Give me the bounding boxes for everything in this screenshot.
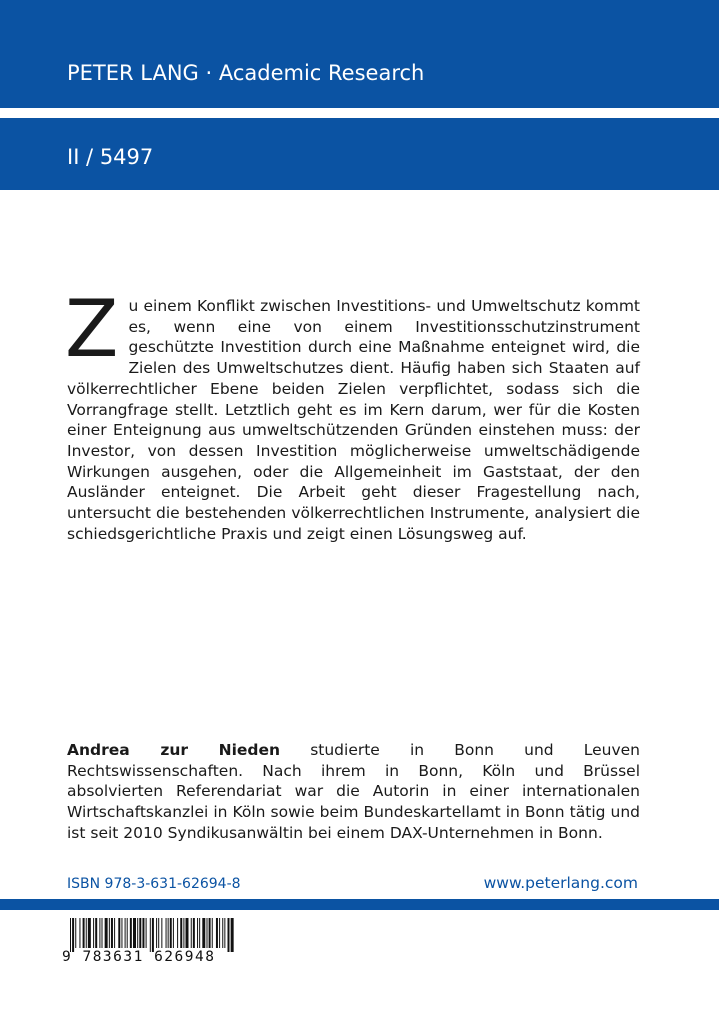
barcode-bar bbox=[125, 918, 126, 948]
barcode-bar bbox=[228, 918, 230, 952]
barcode-bar bbox=[212, 918, 213, 948]
barcode-bar bbox=[202, 918, 205, 948]
barcode-bar bbox=[133, 918, 136, 948]
barcode-bar bbox=[161, 918, 162, 948]
barcode-bar bbox=[83, 918, 85, 948]
barcode-bar bbox=[127, 918, 128, 948]
barcode-bar bbox=[191, 918, 192, 948]
blurb-text: u einem Konflikt zwischen Investitions- und Umweltschutz kommt es, wenn eine von einem Investitionsschutzinstrument geschützte Investition durch eine Maßnahme enteignet wird, die Zielen des Umweltschutzes dient. Häufig haben sich Staaten auf völkerrechtlicher Ebene beiden Zielen verpflichtet, sodass sich die Vorrangfrage stellt. Letztlich geht es im Kern darum, wer für die Kosten einer Enteignung aus umweltschützenden Gründen einstehen muss: der Investor, von dessen Investition möglicherweise umweltschädigende Wirkungen ausgehen, oder die Allgemeinheit im Gaststaat, der den Ausländer enteignet. Die Arbeit geht dieser Fragestellung nach, untersucht die bestehenden völkerrechtlichen Instrumente, analysiert die schiedsgerichtliche Praxis und zeigt einen Lösungsweg auf. bbox=[67, 297, 640, 543]
barcode-bar bbox=[88, 918, 91, 948]
barcode-digits: 9 783631 626948 bbox=[62, 949, 216, 965]
barcode-bar bbox=[197, 918, 198, 948]
footer-rule bbox=[0, 899, 719, 910]
barcode-bar bbox=[207, 918, 208, 948]
barcode-bar bbox=[166, 918, 167, 948]
barcode-bar bbox=[109, 918, 110, 948]
barcode-bar bbox=[170, 918, 172, 948]
barcode-bar bbox=[231, 918, 234, 952]
barcode-bar bbox=[219, 918, 220, 948]
header-band-top bbox=[0, 0, 719, 108]
isbn-barcode bbox=[60, 914, 238, 972]
header-divider bbox=[0, 108, 719, 118]
barcode-bar bbox=[183, 918, 184, 948]
barcode-bar bbox=[72, 918, 74, 952]
barcode-bar bbox=[70, 918, 71, 952]
barcode-bar bbox=[146, 918, 147, 948]
author-bio-text: studierte in Bonn und Leuven Rechtswissenschaften. Nach ihrem in Bonn, Köln und Brüssel absolvierten Referendariat war die Autorin in einer internationalen Wirtschaftskanzlei in Köln sowie beim Bundeskartellamt in Bonn tätig und ist seit 2010 Syndikusanwältin bei einem DAX-Unternehmen in Bonn. bbox=[67, 741, 640, 842]
author-name: Andrea zur Nieden bbox=[67, 741, 281, 759]
barcode-bar bbox=[152, 918, 154, 952]
barcode-bar bbox=[142, 918, 144, 948]
barcode-bar bbox=[105, 918, 108, 948]
barcode-bar bbox=[209, 918, 211, 948]
barcode-bar bbox=[156, 918, 157, 948]
barcode-bar bbox=[137, 918, 138, 948]
barcode-bar bbox=[199, 918, 200, 948]
barcode-bar bbox=[222, 918, 223, 948]
isbn-label: ISBN 978-3-631-62694-8 bbox=[67, 876, 241, 892]
barcode-bar bbox=[75, 918, 76, 948]
barcode-bars bbox=[70, 918, 234, 952]
barcode-bar bbox=[130, 918, 132, 948]
barcode-bar bbox=[193, 918, 195, 948]
series-title: PETER LANG · Academic Research bbox=[67, 61, 425, 85]
barcode-bar bbox=[121, 918, 122, 948]
drop-cap: Z bbox=[65, 285, 119, 375]
barcode-bar bbox=[158, 918, 159, 948]
barcode-bar bbox=[95, 918, 97, 948]
barcode-bar bbox=[168, 918, 169, 948]
barcode-bar bbox=[173, 918, 174, 948]
author-bio bbox=[67, 740, 640, 844]
barcode-bar bbox=[224, 918, 225, 948]
barcode-bar bbox=[216, 918, 218, 948]
book-blurb bbox=[65, 285, 640, 544]
barcode-bar bbox=[139, 918, 141, 948]
barcode-bar bbox=[79, 918, 80, 948]
publisher-website-link[interactable]: www.peterlang.com bbox=[483, 874, 638, 892]
barcode-bar bbox=[93, 918, 94, 948]
barcode-bar bbox=[180, 918, 182, 948]
barcode-bar bbox=[150, 918, 151, 952]
barcode-bar bbox=[118, 918, 120, 948]
barcode-bar bbox=[111, 918, 113, 948]
barcode-bar bbox=[102, 918, 103, 948]
barcode-bar bbox=[186, 918, 189, 948]
barcode-bar bbox=[86, 918, 87, 948]
barcode-bar bbox=[114, 918, 115, 948]
barcode-bar bbox=[177, 918, 178, 948]
series-number: II / 5497 bbox=[67, 145, 154, 169]
barcode-bar bbox=[99, 918, 100, 948]
